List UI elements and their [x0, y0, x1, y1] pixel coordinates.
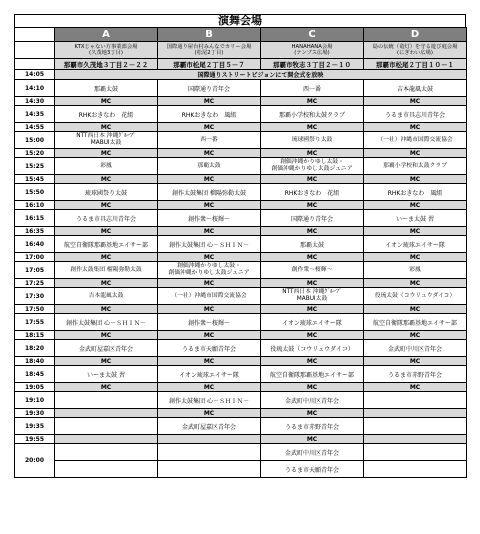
performer-cell: 吉本龍風太鼓: [364, 80, 467, 97]
performer-cell: 航空自衛隊那覇基地エイサー部: [261, 366, 364, 383]
column-letter: C: [261, 28, 364, 42]
time-label: 18:20: [15, 340, 55, 357]
performer-cell: イオン琉球エイサー隊: [364, 236, 467, 253]
mc-cell: MC: [55, 201, 158, 210]
mc-cell: MC: [261, 409, 364, 418]
schedule-row: [15, 123, 467, 132]
performer-cell: 金武町中川区青年会: [261, 392, 364, 409]
schedule-row: [15, 175, 467, 184]
schedule-row: [15, 288, 467, 305]
column-letter: D: [364, 28, 467, 42]
schedule-row: [15, 70, 467, 80]
performer-cell: NTT西日本 沖縄ｸﾞﾙｰﾌﾟ MABUI太鼓: [261, 288, 364, 305]
performer-cell: 創作太鼓集団 心－ＳＨＩＮ－: [55, 314, 158, 331]
time-label: 15:50: [15, 184, 55, 201]
time-label: 14:55: [15, 123, 55, 132]
schedule-row: [15, 392, 467, 409]
performer-cell: イオン琉球エイサー隊: [261, 314, 364, 331]
mc-cell: MC: [261, 383, 364, 392]
mc-cell: MC: [364, 227, 467, 236]
mc-cell: MC: [261, 227, 364, 236]
schedule-row: [15, 210, 467, 227]
time-label: 17:00: [15, 253, 55, 262]
performer-cell: 那覇小学校和太鼓クラブ: [261, 106, 364, 123]
time-label: 15:45: [15, 175, 55, 184]
performer-cell: いーま太鼓 習: [55, 366, 158, 383]
performer-cell: 吉本龍風太鼓: [55, 288, 158, 305]
schedule-row: [15, 444, 467, 461]
mc-cell: MC: [55, 279, 158, 288]
performer-cell: 彩鳳: [364, 262, 467, 279]
mc-cell: MC: [261, 305, 364, 314]
mc-cell: MC: [261, 201, 364, 210]
schedule-row: [15, 279, 467, 288]
performer-cell: （一社）沖縄市国際交流協会: [364, 132, 467, 149]
mc-cell: MC: [55, 331, 158, 340]
venue-address: 那覇市牧志３丁目２－１０: [261, 59, 364, 70]
performer-cell: [55, 444, 158, 461]
mc-cell: MC: [261, 175, 364, 184]
mc-cell: MC: [158, 357, 261, 366]
empty-cell: [158, 435, 261, 444]
performer-cell: RHKおきなわ 風組: [364, 184, 467, 201]
performer-cell: 国際通り青年会: [158, 80, 261, 97]
mc-cell: MC: [261, 97, 364, 106]
venue-name: 国際通り屋台村みんなでカリー会場 (松尾2丁目): [158, 42, 261, 59]
performer-cell: 金武町中川区青年会: [364, 340, 467, 357]
time-label: 18:45: [15, 366, 55, 383]
venue-address: 那覇市松尾２丁目１０－１: [364, 59, 467, 70]
time-label: 16:35: [15, 227, 55, 236]
empty-cell: [55, 409, 158, 418]
performer-cell: うるま市赤野青年会: [364, 366, 467, 383]
mc-cell: MC: [55, 357, 158, 366]
time-label: 19:10: [15, 392, 55, 409]
performer-cell: 役琉太鼓（コウリュウダイコ）: [261, 340, 364, 357]
column-letter: A: [55, 28, 158, 42]
venue-name: KTXじゃない方事業部会場 (久茂地3丁目): [55, 42, 158, 59]
performer-cell: [364, 444, 467, 461]
performer-cell: [55, 392, 158, 409]
mc-cell: MC: [55, 97, 158, 106]
venue-address: 那覇市松尾２丁目５－７: [158, 59, 261, 70]
performer-cell: [158, 461, 261, 478]
time-label: 17:50: [15, 305, 55, 314]
performer-cell: 那覇太鼓: [158, 158, 261, 175]
time-label: 14:35: [15, 106, 55, 123]
mc-cell: MC: [364, 97, 467, 106]
mc-cell: MC: [158, 227, 261, 236]
mc-cell: MC: [364, 331, 467, 340]
time-label: 19:35: [15, 418, 55, 435]
venue-address: 那覇市久茂地３丁目２－２２: [55, 59, 158, 70]
venue-name-row: [15, 42, 467, 59]
schedule-row: [15, 331, 467, 340]
time-label: 18:40: [15, 357, 55, 366]
performer-cell: イオン琉球エイサー隊: [158, 366, 261, 383]
mc-cell: MC: [55, 227, 158, 236]
mc-cell: MC: [158, 175, 261, 184]
time-label: 16:40: [15, 236, 55, 253]
performer-cell: うるま市具志川青年会: [364, 106, 467, 123]
empty-cell: [55, 435, 158, 444]
performer-cell: [55, 418, 158, 435]
mc-cell: MC: [158, 383, 261, 392]
mc-cell: MC: [55, 305, 158, 314]
schedule-row: [15, 366, 467, 383]
performer-cell: 西一番: [158, 132, 261, 149]
schedule-row: [15, 314, 467, 331]
performer-cell: （一社）沖縄市国際交流協会: [158, 288, 261, 305]
time-label: 14:05: [15, 70, 55, 80]
page-title: 演舞会場: [14, 14, 466, 28]
performer-cell: うるま市具志川青年会: [55, 210, 158, 227]
schedule-table: [14, 27, 467, 478]
mc-cell: MC: [158, 149, 261, 158]
mc-cell: MC: [55, 123, 158, 132]
performer-cell: RHKおきなわ 花組: [55, 106, 158, 123]
mc-cell: MC: [55, 253, 158, 262]
time-label: 19:30: [15, 409, 55, 418]
schedule-row: [15, 149, 467, 158]
performer-cell: 航空自衛隊那覇基地エイサー部: [55, 236, 158, 253]
venue-name: 島の伝統（竜灯）を守る遊び庭会場 (にぎわい広場): [364, 42, 467, 59]
time-label: 15:25: [15, 158, 55, 175]
performer-cell: [55, 461, 158, 478]
schedule-row: [15, 184, 467, 201]
performer-cell: 彩鳳: [55, 158, 158, 175]
mc-cell: MC: [364, 357, 467, 366]
mc-cell: MC: [261, 357, 364, 366]
mc-cell: MC: [261, 149, 364, 158]
performer-cell: 創作衆～桜輝～: [158, 314, 261, 331]
time-label: 18:15: [15, 331, 55, 340]
performer-cell: [364, 461, 467, 478]
performer-cell: 琉球國祭り太鼓: [55, 184, 158, 201]
time-label: 15:20: [15, 149, 55, 158]
mc-cell: MC: [364, 383, 467, 392]
mc-cell: MC: [364, 279, 467, 288]
schedule-row: [15, 106, 467, 123]
time-label: 17:30: [15, 288, 55, 305]
column-letter-row: [15, 28, 467, 42]
performer-cell: いーま太鼓 習: [364, 210, 467, 227]
performer-cell: RHKおきなわ 花組: [261, 184, 364, 201]
time-label: 17:25: [15, 279, 55, 288]
time-label: 19:05: [15, 383, 55, 392]
time-label: 14:30: [15, 97, 55, 106]
performer-cell: 那覇太鼓: [261, 236, 364, 253]
time-label: 16:10: [15, 201, 55, 210]
performer-cell: 創作衆～桜輝～: [261, 262, 364, 279]
venue-name: HANAHANA会場 (テンブス広場): [261, 42, 364, 59]
schedule-row: [15, 262, 467, 279]
mc-cell: MC: [158, 201, 261, 210]
mc-cell: MC: [261, 123, 364, 132]
performer-cell: 創作太鼓集団 榴陽弥勒太鼓: [55, 262, 158, 279]
time-label: 14:10: [15, 80, 55, 97]
mc-cell: MC: [158, 123, 261, 132]
performer-cell: 創作太鼓集団 榴陽弥勒太鼓: [158, 184, 261, 201]
performer-cell: NTT西日本 沖縄ｸﾞﾙｰﾌﾟ MABUI太鼓: [55, 132, 158, 149]
schedule-row: [15, 383, 467, 392]
schedule-row: [15, 409, 467, 418]
schedule-row: [15, 253, 467, 262]
performer-cell: 創作太鼓集団 心－ＳＨＩＮ－: [158, 236, 261, 253]
mc-cell: MC: [261, 435, 364, 444]
mc-cell: MC: [261, 331, 364, 340]
mc-cell: MC: [158, 97, 261, 106]
mc-cell: MC: [55, 149, 158, 158]
performer-cell: [364, 418, 467, 435]
mc-cell: MC: [158, 305, 261, 314]
schedule-row: [15, 418, 467, 435]
mc-cell: MC: [364, 201, 467, 210]
performer-cell: 創作衆～桜輝～: [158, 210, 261, 227]
schedule-row: [15, 227, 467, 236]
mc-cell: MC: [55, 175, 158, 184]
time-label: 17:05: [15, 262, 55, 279]
empty-cell: [364, 435, 467, 444]
time-label: 20:00: [15, 444, 55, 478]
mc-cell: MC: [158, 253, 261, 262]
performer-cell: うるま市赤野青年会: [261, 418, 364, 435]
performer-cell: [364, 392, 467, 409]
schedule-row: [15, 236, 467, 253]
empty-cell: [364, 409, 467, 418]
schedule-row: [15, 97, 467, 106]
time-label: 17:55: [15, 314, 55, 331]
schedule-row: [15, 357, 467, 366]
performer-cell: 那覇小学校和太鼓クラブ: [364, 158, 467, 175]
performer-cell: 那覇太鼓: [55, 80, 158, 97]
mc-cell: MC: [364, 123, 467, 132]
time-label: 19:55: [15, 435, 55, 444]
performer-cell: 国際通り青年会: [261, 210, 364, 227]
schedule-row: [15, 305, 467, 314]
mc-cell: MC: [261, 279, 364, 288]
schedule-row: [15, 201, 467, 210]
performer-cell: 琉球國祭り太鼓: [261, 132, 364, 149]
performer-cell: 創価沖縄かりゆし太鼓・ 創価沖縄かりゆし太鼓ジュニア: [158, 262, 261, 279]
mc-cell: MC: [364, 149, 467, 158]
column-letter: B: [158, 28, 261, 42]
mc-cell: MC: [364, 175, 467, 184]
schedule-row: [15, 340, 467, 357]
performer-cell: 創価沖縄かりゆし太鼓・ 創価沖縄かりゆし太鼓ジュニア: [261, 158, 364, 175]
performer-cell: 航空自衛隊那覇基地エイサー部: [364, 314, 467, 331]
mc-cell: MC: [158, 279, 261, 288]
schedule-row: [15, 158, 467, 175]
mc-cell: MC: [158, 331, 261, 340]
opening-ceremony-cell: 国際通りストリートビジョンにて開会式を放映: [55, 70, 467, 80]
mc-cell: MC: [364, 305, 467, 314]
time-label: 16:15: [15, 210, 55, 227]
performer-cell: 金武町屋嘉区青年会: [158, 418, 261, 435]
mc-cell: MC: [261, 253, 364, 262]
schedule-row: [15, 80, 467, 97]
venue-address-row: [15, 59, 467, 70]
performer-cell: 金武町屋嘉区青年会: [55, 340, 158, 357]
performer-cell: 西一番: [261, 80, 364, 97]
schedule-row: [15, 132, 467, 149]
performer-cell: [158, 444, 261, 461]
mc-cell: MC: [158, 409, 261, 418]
performer-cell: RHKおきなわ 風組: [158, 106, 261, 123]
schedule-row: [15, 435, 467, 444]
schedule-row: [15, 461, 467, 478]
performer-cell: うるま市天願青年会: [261, 461, 364, 478]
time-label: 15:00: [15, 132, 55, 149]
performer-cell: 創作太鼓集団 心－ＳＨＩＮ－: [158, 392, 261, 409]
mc-cell: MC: [364, 253, 467, 262]
mc-cell: MC: [55, 383, 158, 392]
performer-cell: 役琉太鼓（コウリュウダイコ）: [364, 288, 467, 305]
performer-cell: うるま市天願青年会: [158, 340, 261, 357]
performer-cell: 金武町中川区青年会: [261, 444, 364, 461]
